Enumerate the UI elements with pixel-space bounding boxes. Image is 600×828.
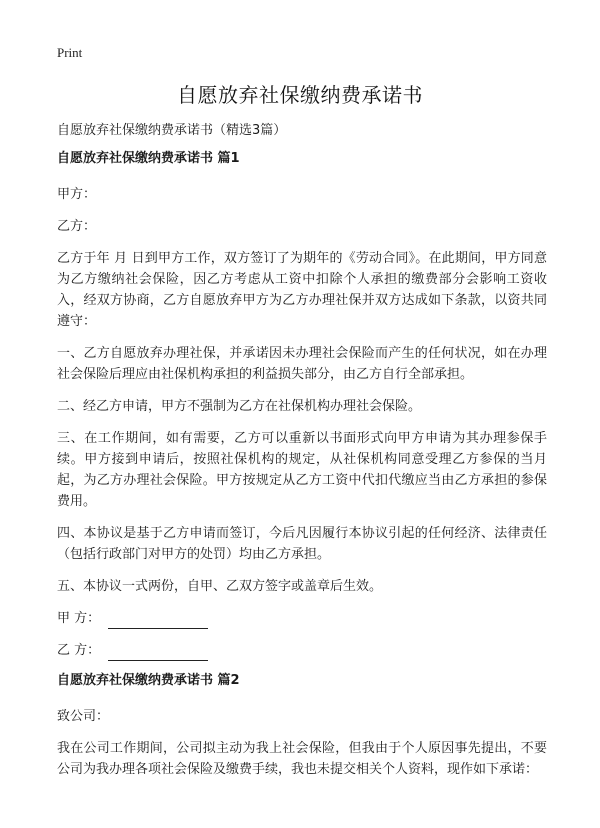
clause-2: 二、经乙方申请，甲方不强制为乙方在社保机构办理社会保险。 bbox=[57, 399, 422, 414]
document-body bbox=[57, 150, 547, 791]
clause-4: 四、本协议是基于乙方申请而签订，今后凡因履行本协议引起的任何经济、法律责任（包括行政部门对甲方的处罚）均由乙方承担。 bbox=[57, 526, 547, 562]
document-title: 自愿放弃社保缴纳费承诺书 bbox=[177, 83, 423, 107]
signature-blank bbox=[108, 645, 208, 661]
greeting: 致公司： bbox=[57, 709, 110, 724]
document-subtitle: 自愿放弃社保缴纳费承诺书（精选3篇） bbox=[57, 123, 287, 138]
signature-line-party-a bbox=[57, 608, 547, 629]
party-a-label: 甲方： bbox=[57, 187, 97, 202]
clause-3: 三、在工作期间，如有需要，乙方可以重新以书面形式向甲方申请为其办理参保手续。甲方接到申请后，按照社保机构的规定，从社保机构同意受理乙方参保的当月起，为乙方办理社会保险。甲方按规定从乙方工资中代扣代缴应当由乙方承担的参保费用。 bbox=[57, 431, 547, 509]
paragraph: 乙方于年 月 日到甲方工作，双方签订了为期年的《劳动合同》。在此期间，甲方同意为乙方缴纳社会保险，因乙方考虑从工资中扣除个人承担的缴费部分会影响工资收入，经双方协商，乙方自愿放弃甲方为乙方办理社保并双方达成如下条款，以资共同遵守： bbox=[57, 251, 547, 329]
section-heading-2: 自愿放弃社保缴纳费承诺书 篇2 bbox=[57, 673, 240, 688]
signature-blank bbox=[108, 613, 208, 629]
print-link[interactable]: Print bbox=[57, 45, 83, 60]
clause-1: 一、乙方自愿放弃办理社保，并承诺因未办理社会保险而产生的任何状况，如在办理社会保险后理应由社保机构承担的利益损失部分，由乙方自行全部承担。 bbox=[57, 346, 547, 382]
signature-label-party-b: 乙 方： bbox=[57, 643, 101, 658]
paragraph: 我在公司工作期间，公司拟主动为我上社会保险，但我由于个人原因事先提出，不要公司为我办理各项社会保险及缴费手续，我也未提交相关个人资料，现作如下承诺： bbox=[57, 741, 547, 777]
signature-label-party-a: 甲 方： bbox=[57, 611, 101, 626]
signature-line-party-b bbox=[57, 640, 547, 661]
clause-5: 五、本协议一式两份，自甲、乙双方签字或盖章后生效。 bbox=[57, 579, 383, 594]
party-b-label: 乙方： bbox=[57, 219, 97, 234]
section-heading-1: 自愿放弃社保缴纳费承诺书 篇1 bbox=[57, 151, 240, 166]
